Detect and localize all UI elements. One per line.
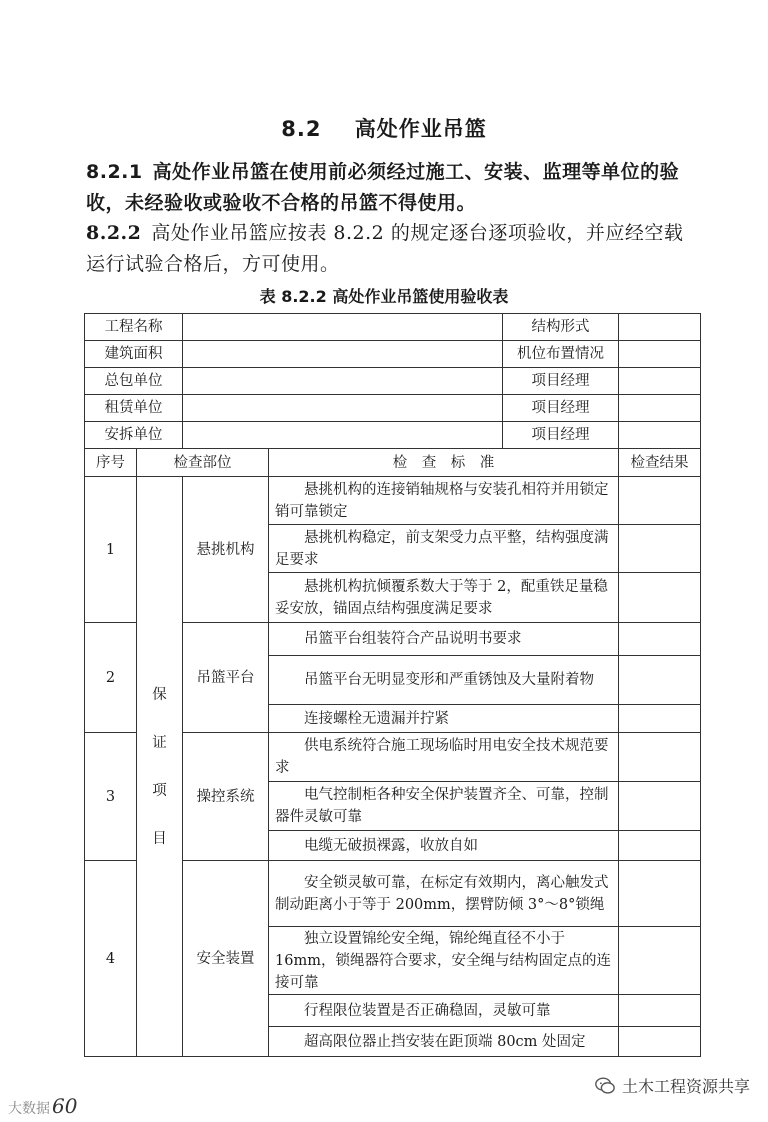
acceptance-table <box>84 313 701 1057</box>
info-value-2 <box>619 341 701 368</box>
standard-text: 悬挑机构抗倾覆系数大于等于 2，配重铁足量稳妥安放，锚固点结构强度满足要求 <box>275 578 608 617</box>
standard-text: 悬挑机构的连接销轴规格与安装孔相符并用锁定销可靠锁定 <box>275 481 609 520</box>
group-seq: 2 <box>85 623 137 733</box>
result-cell <box>619 733 701 782</box>
info-row <box>85 314 701 341</box>
clause-text: 高处作业吊篮应按表 8.2.2 的规定逐台逐项验收，并应经空载运行试验合格后，方可使用。 <box>86 222 684 275</box>
clause-text: 高处作业吊篮在使用前必须经过施工、安装、监理等单位的验收，未经验收或验收不合格的吊篮不得使用。 <box>86 161 680 214</box>
standard-text: 供电系统符合施工现场临时用电安全技术规范要求 <box>275 738 609 776</box>
standard-cell <box>269 705 619 733</box>
info-value <box>183 341 503 368</box>
standard-text: 连接螺栓无遗漏并拧紧 <box>304 710 449 727</box>
result-cell <box>619 656 701 705</box>
standard-cell <box>269 733 619 782</box>
table-caption: 表 8.2.2 高处作业吊篮使用验收表 <box>259 287 509 306</box>
standard-text: 吊篮平台组装符合产品说明书要求 <box>304 631 522 647</box>
info-value <box>183 314 503 341</box>
info-label-2: 项目经理 <box>503 422 619 449</box>
page-number: 60 <box>52 1094 78 1118</box>
info-label: 租赁单位 <box>85 395 183 422</box>
info-label-2: 项目经理 <box>503 395 619 422</box>
info-row <box>85 368 701 395</box>
info-label-2: 结构形式 <box>503 314 619 341</box>
standard-text: 行程限位装置是否正确稳固，灵敏可靠 <box>304 1002 551 1019</box>
result-cell <box>619 861 701 927</box>
wechat-icon <box>594 1075 616 1097</box>
standard-cell <box>269 477 619 525</box>
standard-text: 悬挑机构稳定，前支架受力点平整，结构强度满足要求 <box>275 529 609 568</box>
standard-cell <box>269 623 619 656</box>
info-value-2 <box>619 422 701 449</box>
standard-text: 吊篮平台无明显变形和严重锈蚀及大量附着物 <box>304 672 594 688</box>
standard-text: 电气控制柜各种安全保护装置齐全、可靠，控制器件灵敏可靠 <box>275 787 609 825</box>
standard-cell <box>269 1027 619 1057</box>
group-part: 操控系统 <box>183 733 269 861</box>
info-value <box>183 368 503 395</box>
result-cell <box>619 525 701 573</box>
wechat-badge <box>594 1074 750 1097</box>
info-label: 安拆单位 <box>85 422 183 449</box>
info-value <box>183 395 503 422</box>
category-char: 目 <box>152 830 167 847</box>
section-number: 8.2 <box>281 117 322 141</box>
result-cell <box>619 782 701 831</box>
result-cell <box>619 477 701 525</box>
category-char: 证 <box>152 734 167 751</box>
wechat-account-name: 土木工程资源共享 <box>621 1077 750 1096</box>
info-value <box>183 422 503 449</box>
section-heading: 高处作业吊篮 <box>354 117 487 141</box>
info-value-2 <box>619 368 701 395</box>
standard-text: 独立设置锦纶安全绳，锦纶绳直径不小于 16mm，锁绳器符合要求，安全绳与结构固定点的连接可靠 <box>275 930 611 991</box>
standard-cell <box>269 995 619 1027</box>
standard-text: 电缆无破损裸露，收放自如 <box>304 837 478 854</box>
info-value-2 <box>619 395 701 422</box>
header-seq: 序号 <box>85 449 137 477</box>
header-result: 检查结果 <box>619 449 701 477</box>
info-row <box>85 395 701 422</box>
result-cell <box>619 705 701 733</box>
result-cell <box>619 573 701 623</box>
result-cell <box>619 623 701 656</box>
watermark-text: 大数据 <box>8 1101 50 1117</box>
info-row <box>85 341 701 368</box>
clause-8-2-1 <box>86 157 700 219</box>
standard-cell <box>269 831 619 861</box>
group-part: 安全装置 <box>183 861 269 1057</box>
header-row <box>85 449 701 477</box>
info-label: 工程名称 <box>85 314 183 341</box>
clause-8-2-2 <box>86 218 700 280</box>
category-char: 保 <box>152 686 167 703</box>
info-label: 总包单位 <box>85 368 183 395</box>
group-seq: 3 <box>85 733 137 861</box>
group-part: 悬挑机构 <box>183 477 269 623</box>
result-cell <box>619 1027 701 1057</box>
group-seq: 4 <box>85 861 137 1057</box>
result-cell <box>619 927 701 995</box>
standard-cell <box>269 573 619 623</box>
table-row <box>85 477 701 525</box>
info-value-2 <box>619 314 701 341</box>
category-cell <box>137 477 183 1057</box>
clause-number: 8.2.2 <box>86 222 142 244</box>
standard-text: 安全锁灵敏可靠，在标定有效期内，离心触发式制动距离小于等于 200mm，摆臂防倾 3°～8°锁绳 <box>275 874 609 913</box>
group-part: 吊篮平台 <box>183 623 269 733</box>
standard-text: 超高限位器止挡安装在距顶端 80cm 处固定 <box>304 1033 586 1050</box>
header-part: 检查部位 <box>137 449 269 477</box>
category-char: 项 <box>152 782 167 799</box>
clause-number: 8.2.1 <box>86 161 143 183</box>
result-cell <box>619 831 701 861</box>
standard-cell <box>269 927 619 995</box>
result-cell <box>619 995 701 1027</box>
info-label-2: 项目经理 <box>503 368 619 395</box>
info-row <box>85 422 701 449</box>
header-standard: 检 查 标 准 <box>269 449 619 477</box>
info-label: 建筑面积 <box>85 341 183 368</box>
standard-cell <box>269 782 619 831</box>
group-seq: 1 <box>85 477 137 623</box>
page-footer <box>8 1094 77 1118</box>
standard-cell <box>269 656 619 705</box>
standard-cell <box>269 525 619 573</box>
section-title <box>0 113 768 143</box>
standard-cell <box>269 861 619 927</box>
info-label-2: 机位布置情况 <box>503 341 619 368</box>
